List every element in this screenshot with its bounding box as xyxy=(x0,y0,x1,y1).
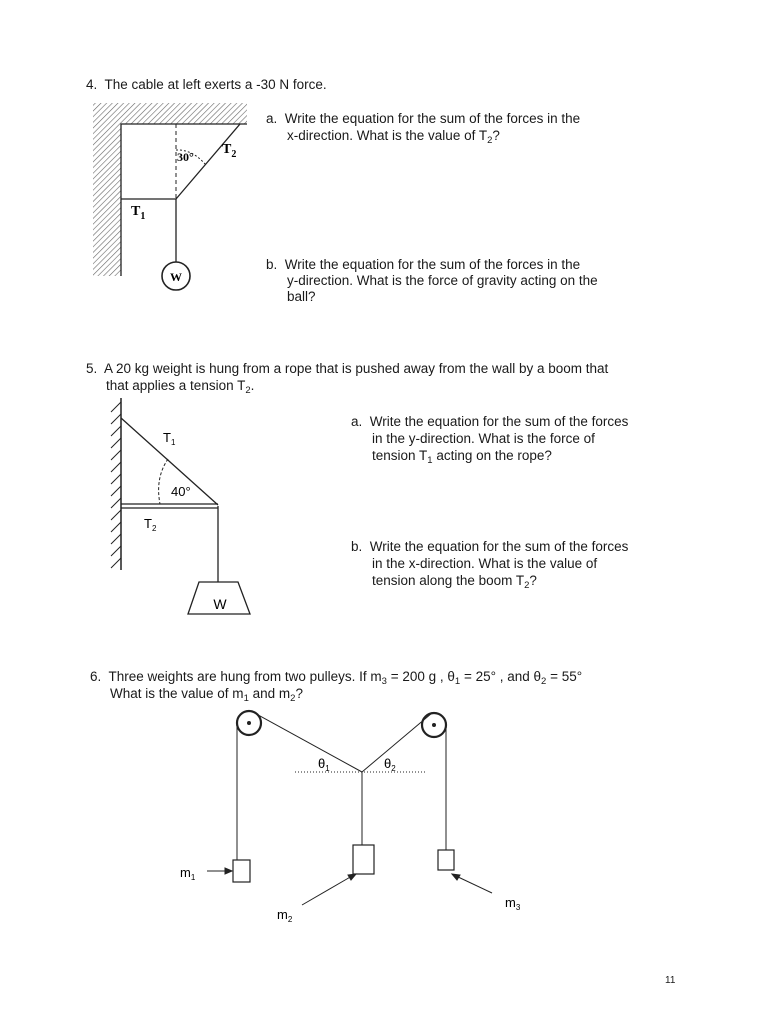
arrow-to-m3 xyxy=(452,874,492,893)
right-pulley-axle xyxy=(432,723,436,727)
problem-5-part-b: b. Write the equation for the sum of the forces xyxy=(351,539,629,554)
mass-m3-box xyxy=(438,850,454,870)
problem-4-part-a: a. Write the equation for the sum of the forces in the xyxy=(266,111,581,126)
problem-5-part-a: a. Write the equation for the sum of the forces xyxy=(351,414,629,429)
left-pulley-axle xyxy=(247,721,251,725)
problem-4-statement: 4. The cable at left exerts a -30 N force. xyxy=(86,77,327,92)
problem-4-part-b-line3: ball? xyxy=(287,289,316,304)
problem-5-part-b-line3: tension along the boom $T_2$? xyxy=(372,573,537,591)
angle-label-40: 40° xyxy=(171,484,191,499)
arrow-to-m2 xyxy=(302,874,356,905)
problem-4-part-b: b. Write the equation for the sum of the forces in the xyxy=(266,257,581,272)
mass-m1-box xyxy=(233,860,250,882)
problem-6-statement: 6. Three weights are hung from two pulleys. If $m_3 = 200$ g , $\theta_1 = 25^\circ$ , and $\theta_2 = 55^\circ$ xyxy=(90,669,583,687)
m3-label: $m_3$ xyxy=(505,895,521,912)
mass-m2-box xyxy=(353,845,374,874)
problem-5-statement-line2: that applies a tension $T_2$. xyxy=(106,378,255,396)
problem-4-part-a-line2: x-direction. What is the value of $T_2$? xyxy=(287,128,500,146)
page-number: 11 xyxy=(665,975,676,986)
string-right-to-knot xyxy=(362,713,432,772)
theta-1-label: $\theta_1$ xyxy=(318,756,330,773)
m1-label: $m_1$ xyxy=(180,865,196,882)
angle-label-30: 30° xyxy=(177,150,194,164)
problem-4-part-b-line2: y-direction. What is the force of gravity acting on the xyxy=(287,273,598,288)
problem-5-part-a-line2: in the y-direction. What is the force of xyxy=(372,431,595,446)
m2-label: $m_2$ xyxy=(277,907,293,924)
problem-5-statement: 5. A 20 kg weight is hung from a rope that is pushed away from the wall by a boom that xyxy=(86,361,609,376)
problem-6-statement-line2: What is the value of $m_1$ and $m_2$? xyxy=(110,686,303,704)
label-t1: $T_1$ xyxy=(163,430,176,447)
arrow-to-m1 xyxy=(207,868,232,874)
problem-5-part-b-line2: in the x-direction. What is the value of xyxy=(372,556,598,571)
label-t2: $T_2$ xyxy=(222,142,237,160)
weight-label-w: W xyxy=(213,596,227,612)
theta-2-label: $\theta_2$ xyxy=(384,756,396,773)
problem-5-part-a-line3: tension $T_1$ acting on the rope? xyxy=(372,448,552,466)
ball-label-w: W xyxy=(170,270,182,284)
label-t2: $T_2$ xyxy=(144,516,157,533)
string-left-to-knot xyxy=(251,711,362,772)
label-t1: $T_1$ xyxy=(131,204,146,222)
